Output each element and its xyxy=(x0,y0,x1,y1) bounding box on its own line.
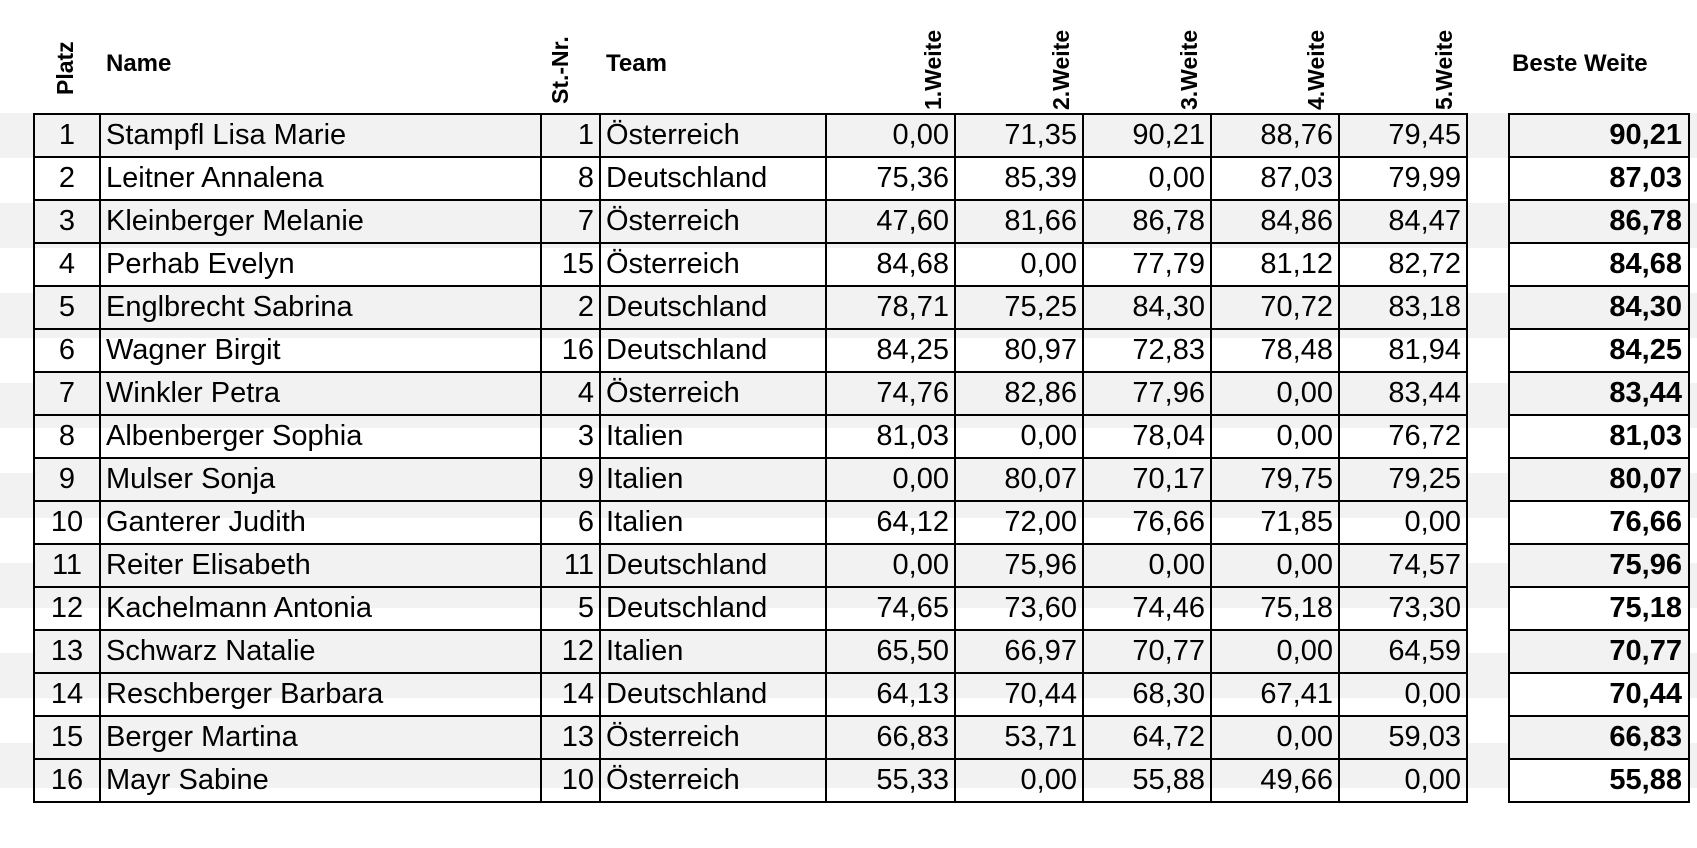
weite-1-cell: 84,68 xyxy=(826,243,955,286)
best-distance-cell: 70,44 xyxy=(1509,673,1689,716)
weite-2-cell: 71,35 xyxy=(955,114,1083,157)
best-row xyxy=(1509,157,1689,200)
weite-5-cell: 82,72 xyxy=(1339,243,1467,286)
table-row xyxy=(34,372,1467,415)
bib-cell: 1 xyxy=(541,114,600,157)
bib-cell: 4 xyxy=(541,372,600,415)
weite-3-cell: 78,04 xyxy=(1083,415,1211,458)
team-cell: Italien xyxy=(600,458,826,501)
weite-1-cell: 78,71 xyxy=(826,286,955,329)
weite-4-cell: 0,00 xyxy=(1211,630,1339,673)
weite-4-cell: 0,00 xyxy=(1211,372,1339,415)
best-distance-cell: 84,25 xyxy=(1509,329,1689,372)
bib-cell: 7 xyxy=(541,200,600,243)
best-row xyxy=(1509,458,1689,501)
weite-3-cell: 70,77 xyxy=(1083,630,1211,673)
weite-4-cell: 88,76 xyxy=(1211,114,1339,157)
name-cell: Ganterer Judith xyxy=(100,501,541,544)
team-cell: Österreich xyxy=(600,114,826,157)
team-cell: Österreich xyxy=(600,200,826,243)
table-row xyxy=(34,157,1467,200)
table-row xyxy=(34,243,1467,286)
rank-cell: 4 xyxy=(34,243,100,286)
table-row xyxy=(34,630,1467,673)
team-cell: Italien xyxy=(600,630,826,673)
rank-cell: 6 xyxy=(34,329,100,372)
weite-5-cell: 79,45 xyxy=(1339,114,1467,157)
best-distance-cell: 83,44 xyxy=(1509,372,1689,415)
weite-2-cell: 72,00 xyxy=(955,501,1083,544)
bib-cell: 15 xyxy=(541,243,600,286)
bib-cell: 2 xyxy=(541,286,600,329)
team-cell: Deutschland xyxy=(600,544,826,587)
best-distance-cell: 55,88 xyxy=(1509,759,1689,802)
name-cell: Wagner Birgit xyxy=(100,329,541,372)
team-cell: Österreich xyxy=(600,759,826,802)
weite-2-cell: 80,97 xyxy=(955,329,1083,372)
weite-3-cell: 0,00 xyxy=(1083,157,1211,200)
table-row xyxy=(34,114,1467,157)
best-distance-cell: 70,77 xyxy=(1509,630,1689,673)
best-distance-cell: 84,68 xyxy=(1509,243,1689,286)
weite-4-cell: 0,00 xyxy=(1211,544,1339,587)
rank-cell: 3 xyxy=(34,200,100,243)
weite-1-cell: 74,76 xyxy=(826,372,955,415)
weite-5-cell: 76,72 xyxy=(1339,415,1467,458)
weite-4-cell: 70,72 xyxy=(1211,286,1339,329)
rank-cell: 2 xyxy=(34,157,100,200)
rank-cell: 11 xyxy=(34,544,100,587)
best-distance-cell: 90,21 xyxy=(1509,114,1689,157)
rank-cell: 10 xyxy=(34,501,100,544)
best-row xyxy=(1509,329,1689,372)
team-cell: Italien xyxy=(600,415,826,458)
rank-cell: 7 xyxy=(34,372,100,415)
weite-4-cell: 0,00 xyxy=(1211,415,1339,458)
weite-5-cell: 0,00 xyxy=(1339,673,1467,716)
rank-cell: 9 xyxy=(34,458,100,501)
name-cell: Reschberger Barbara xyxy=(100,673,541,716)
weite-3-cell: 70,17 xyxy=(1083,458,1211,501)
weite-3-cell: 68,30 xyxy=(1083,673,1211,716)
name-cell: Mulser Sonja xyxy=(100,458,541,501)
bib-cell: 12 xyxy=(541,630,600,673)
bib-cell: 14 xyxy=(541,673,600,716)
name-cell: Albenberger Sophia xyxy=(100,415,541,458)
table-row xyxy=(34,415,1467,458)
weite-4-cell: 75,18 xyxy=(1211,587,1339,630)
bib-cell: 9 xyxy=(541,458,600,501)
weite-2-cell: 75,25 xyxy=(955,286,1083,329)
weite-3-cell: 64,72 xyxy=(1083,716,1211,759)
best-row xyxy=(1509,587,1689,630)
team-cell: Deutschland xyxy=(600,157,826,200)
name-cell: Schwarz Natalie xyxy=(100,630,541,673)
header-rank: Platz xyxy=(52,41,78,95)
weite-5-cell: 0,00 xyxy=(1339,501,1467,544)
name-cell: Reiter Elisabeth xyxy=(100,544,541,587)
best-row xyxy=(1509,630,1689,673)
weite-1-cell: 66,83 xyxy=(826,716,955,759)
best-row xyxy=(1509,415,1689,458)
best-distance-cell: 87,03 xyxy=(1509,157,1689,200)
best-row xyxy=(1509,544,1689,587)
weite-2-cell: 70,44 xyxy=(955,673,1083,716)
weite-3-cell: 77,96 xyxy=(1083,372,1211,415)
weite-5-cell: 79,25 xyxy=(1339,458,1467,501)
weite-4-cell: 78,48 xyxy=(1211,329,1339,372)
weite-2-cell: 0,00 xyxy=(955,243,1083,286)
best-distance-cell: 75,96 xyxy=(1509,544,1689,587)
weite-1-cell: 0,00 xyxy=(826,114,955,157)
weite-1-cell: 0,00 xyxy=(826,458,955,501)
best-distance-cell: 84,30 xyxy=(1509,286,1689,329)
rank-cell: 12 xyxy=(34,587,100,630)
results-table xyxy=(33,113,1468,803)
table-row xyxy=(34,759,1467,802)
header-weite-2: 2.Weite xyxy=(1048,29,1074,110)
weite-4-cell: 0,00 xyxy=(1211,716,1339,759)
header-weite-3: 3.Weite xyxy=(1176,29,1202,110)
name-cell: Kachelmann Antonia xyxy=(100,587,541,630)
weite-1-cell: 0,00 xyxy=(826,544,955,587)
best-distance-cell: 80,07 xyxy=(1509,458,1689,501)
weite-5-cell: 0,00 xyxy=(1339,759,1467,802)
weite-1-cell: 81,03 xyxy=(826,415,955,458)
rank-cell: 13 xyxy=(34,630,100,673)
bib-cell: 6 xyxy=(541,501,600,544)
best-row xyxy=(1509,673,1689,716)
weite-3-cell: 0,00 xyxy=(1083,544,1211,587)
best-row xyxy=(1509,501,1689,544)
weite-3-cell: 76,66 xyxy=(1083,501,1211,544)
weite-1-cell: 64,13 xyxy=(826,673,955,716)
weite-4-cell: 71,85 xyxy=(1211,501,1339,544)
best-distance-cell: 75,18 xyxy=(1509,587,1689,630)
weite-5-cell: 64,59 xyxy=(1339,630,1467,673)
best-row xyxy=(1509,286,1689,329)
team-cell: Deutschland xyxy=(600,587,826,630)
weite-2-cell: 85,39 xyxy=(955,157,1083,200)
weite-2-cell: 73,60 xyxy=(955,587,1083,630)
header-name: Name xyxy=(106,50,172,77)
best-distance-cell: 81,03 xyxy=(1509,415,1689,458)
weite-1-cell: 64,12 xyxy=(826,501,955,544)
weite-3-cell: 55,88 xyxy=(1083,759,1211,802)
weite-1-cell: 84,25 xyxy=(826,329,955,372)
table-row xyxy=(34,673,1467,716)
rank-cell: 8 xyxy=(34,415,100,458)
weite-4-cell: 79,75 xyxy=(1211,458,1339,501)
team-cell: Deutschland xyxy=(600,673,826,716)
weite-4-cell: 49,66 xyxy=(1211,759,1339,802)
best-row xyxy=(1509,243,1689,286)
weite-2-cell: 66,97 xyxy=(955,630,1083,673)
best-distance-cell: 86,78 xyxy=(1509,200,1689,243)
weite-2-cell: 0,00 xyxy=(955,759,1083,802)
header-weite-4: 4.Weite xyxy=(1303,29,1329,110)
weite-5-cell: 74,57 xyxy=(1339,544,1467,587)
name-cell: Englbrecht Sabrina xyxy=(100,286,541,329)
weite-5-cell: 79,99 xyxy=(1339,157,1467,200)
table-row xyxy=(34,544,1467,587)
best-row xyxy=(1509,114,1689,157)
rank-cell: 5 xyxy=(34,286,100,329)
rank-cell: 15 xyxy=(34,716,100,759)
header-team: Team xyxy=(606,50,667,77)
weite-3-cell: 74,46 xyxy=(1083,587,1211,630)
weite-2-cell: 0,00 xyxy=(955,415,1083,458)
weite-4-cell: 87,03 xyxy=(1211,157,1339,200)
table-row xyxy=(34,458,1467,501)
name-cell: Mayr Sabine xyxy=(100,759,541,802)
weite-1-cell: 65,50 xyxy=(826,630,955,673)
team-cell: Deutschland xyxy=(600,329,826,372)
best-row xyxy=(1509,372,1689,415)
rank-cell: 14 xyxy=(34,673,100,716)
table-row xyxy=(34,587,1467,630)
table-row xyxy=(34,200,1467,243)
table-row xyxy=(34,716,1467,759)
team-cell: Österreich xyxy=(600,716,826,759)
weite-3-cell: 77,79 xyxy=(1083,243,1211,286)
table-row xyxy=(34,286,1467,329)
bib-cell: 3 xyxy=(541,415,600,458)
name-cell: Perhab Evelyn xyxy=(100,243,541,286)
bib-cell: 8 xyxy=(541,157,600,200)
weite-3-cell: 90,21 xyxy=(1083,114,1211,157)
weite-5-cell: 84,47 xyxy=(1339,200,1467,243)
rank-cell: 1 xyxy=(34,114,100,157)
table-row xyxy=(34,501,1467,544)
weite-3-cell: 86,78 xyxy=(1083,200,1211,243)
team-cell: Österreich xyxy=(600,372,826,415)
best-row xyxy=(1509,759,1689,802)
weite-1-cell: 47,60 xyxy=(826,200,955,243)
bib-cell: 16 xyxy=(541,329,600,372)
weite-1-cell: 74,65 xyxy=(826,587,955,630)
header-bib: St.-Nr. xyxy=(547,36,573,104)
best-distance-table xyxy=(1508,113,1690,803)
table-row xyxy=(34,329,1467,372)
team-cell: Österreich xyxy=(600,243,826,286)
rank-cell: 16 xyxy=(34,759,100,802)
weite-1-cell: 55,33 xyxy=(826,759,955,802)
header-weite-1: 1.Weite xyxy=(920,29,946,110)
weite-1-cell: 75,36 xyxy=(826,157,955,200)
weite-4-cell: 67,41 xyxy=(1211,673,1339,716)
weite-2-cell: 82,86 xyxy=(955,372,1083,415)
weite-5-cell: 83,18 xyxy=(1339,286,1467,329)
header-weite-5: 5.Weite xyxy=(1431,29,1457,110)
bib-cell: 5 xyxy=(541,587,600,630)
weite-3-cell: 84,30 xyxy=(1083,286,1211,329)
weite-3-cell: 72,83 xyxy=(1083,329,1211,372)
bib-cell: 10 xyxy=(541,759,600,802)
best-row xyxy=(1509,716,1689,759)
weite-4-cell: 84,86 xyxy=(1211,200,1339,243)
name-cell: Kleinberger Melanie xyxy=(100,200,541,243)
weite-4-cell: 81,12 xyxy=(1211,243,1339,286)
bib-cell: 11 xyxy=(541,544,600,587)
weite-5-cell: 81,94 xyxy=(1339,329,1467,372)
weite-2-cell: 81,66 xyxy=(955,200,1083,243)
name-cell: Stampfl Lisa Marie xyxy=(100,114,541,157)
weite-2-cell: 75,96 xyxy=(955,544,1083,587)
weite-5-cell: 59,03 xyxy=(1339,716,1467,759)
weite-2-cell: 53,71 xyxy=(955,716,1083,759)
weite-5-cell: 83,44 xyxy=(1339,372,1467,415)
name-cell: Berger Martina xyxy=(100,716,541,759)
best-row xyxy=(1509,200,1689,243)
team-cell: Italien xyxy=(600,501,826,544)
name-cell: Leitner Annalena xyxy=(100,157,541,200)
team-cell: Deutschland xyxy=(600,286,826,329)
bib-cell: 13 xyxy=(541,716,600,759)
weite-2-cell: 80,07 xyxy=(955,458,1083,501)
best-distance-cell: 66,83 xyxy=(1509,716,1689,759)
header-best: Beste Weite xyxy=(1512,50,1648,77)
weite-5-cell: 73,30 xyxy=(1339,587,1467,630)
best-distance-cell: 76,66 xyxy=(1509,501,1689,544)
name-cell: Winkler Petra xyxy=(100,372,541,415)
